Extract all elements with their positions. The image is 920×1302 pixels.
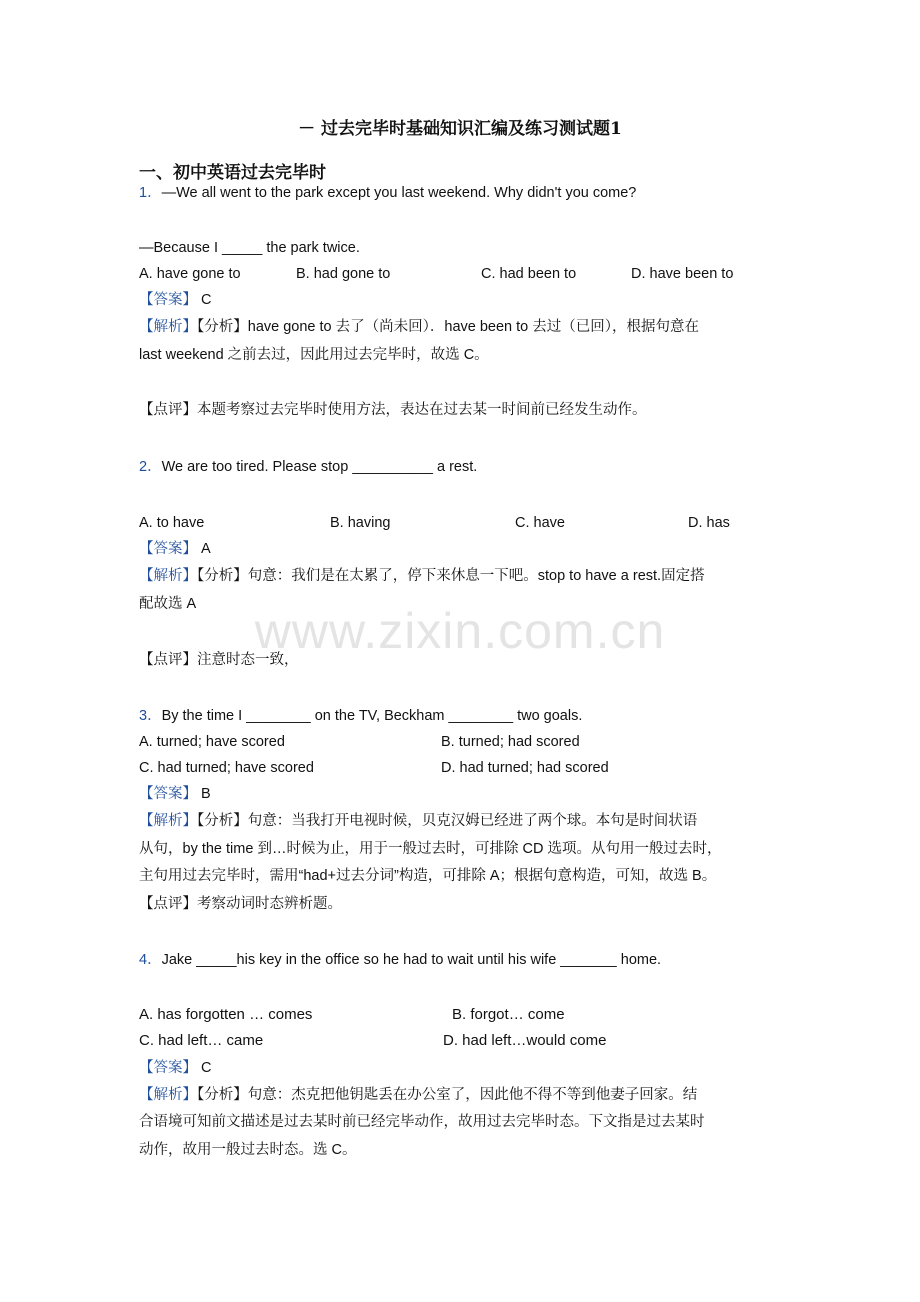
answer-label: 【答案】 — [139, 541, 197, 557]
option-b: B. forgot… come — [452, 1006, 565, 1023]
answer-label: 【答案】 — [139, 292, 197, 308]
question-number: 3． — [139, 708, 162, 724]
answer-line — [139, 539, 211, 559]
comment-line: 【点评】注意时态一致， — [139, 652, 299, 668]
analysis-line: 动作，故用一般过去时态。选 C。 — [139, 1142, 357, 1158]
analysis-text: 【分析】句意：当我打开电视时候，贝克汉姆已经进了两个球。本句是时间状语 — [197, 813, 698, 829]
analysis-label: 【解析】 — [139, 319, 197, 335]
analysis-line — [139, 317, 699, 337]
answer-line — [139, 784, 211, 804]
option-d: D. had left…would come — [443, 1032, 607, 1049]
page-title: － 过去完毕时基础知识汇编及练习测试题1 — [298, 119, 622, 139]
analysis-line: 合语境可知前文描述是过去某时前已经完毕动作，故用过去完毕时态。下文指是过去某时 — [139, 1114, 705, 1130]
analysis-label: 【解析】 — [139, 1087, 197, 1103]
option-c: C. had been to — [481, 266, 577, 282]
answer-value: B — [201, 786, 211, 802]
option-d: D. had turned; had scored — [441, 760, 609, 776]
option-a: A. to have — [139, 515, 205, 531]
option-a: A. turned; have scored — [139, 734, 285, 750]
question-text: By the time I ________ on the TV, Beckham ________ two goals. — [161, 708, 583, 724]
analysis-line — [139, 811, 697, 831]
option-c: C. had left… came — [139, 1032, 264, 1049]
question-text: We are too tired. Please stop __________ a rest. — [161, 459, 478, 475]
answer-line — [139, 290, 212, 310]
analysis-text: 【分析】have gone to 去了（尚未回）．have been to 去过（已回），根据句意在 — [197, 319, 700, 335]
question-text: Jake _____his key in the office so he had to wait until his wife _______ home. — [161, 952, 662, 968]
analysis-line — [139, 566, 705, 586]
option-c: C. have — [515, 515, 565, 531]
question-number: 1． — [139, 185, 162, 201]
analysis-line: 配故选 A — [139, 596, 197, 612]
answer-line — [139, 1058, 212, 1078]
analysis-label: 【解析】 — [139, 568, 197, 584]
question-2-stem — [139, 457, 477, 477]
analysis-text: 【分析】句意：我们是在太累了，停下来休息一下吧。stop to have a rest.固定搭 — [197, 568, 705, 584]
option-a: A. have gone to — [139, 266, 241, 282]
question-number: 2． — [139, 459, 162, 475]
analysis-line: 主句用过去完毕时，需用“had+过去分词”构造，可排除 A；根据句意构造，可知，故选 B。 — [139, 868, 717, 884]
question-4-stem — [139, 950, 661, 970]
question-number: 4． — [139, 952, 162, 968]
answer-value: A — [201, 541, 211, 557]
answer-value: C — [201, 1060, 212, 1076]
option-b: B. had gone to — [296, 266, 391, 282]
analysis-label: 【解析】 — [139, 813, 197, 829]
watermark: www.zixin.com.cn — [254, 603, 666, 659]
analysis-line: last weekend 之前去过，因此用过去完毕时，故选 C。 — [139, 347, 489, 363]
answer-value: C — [201, 292, 212, 308]
option-b: B. having — [330, 515, 391, 531]
option-b: B. turned; had scored — [441, 734, 580, 750]
comment-line: 【点评】本题考察过去完毕时使用方法，表达在过去某一时间前已经发生动作。 — [139, 402, 647, 418]
answer-label: 【答案】 — [139, 1060, 197, 1076]
analysis-text: 【分析】句意：杰克把他钥匙丢在办公室了，因此他不得不等到他妻子回家。结 — [197, 1087, 698, 1103]
option-d: D. has — [688, 515, 730, 531]
section-heading: 一、初中英语过去完毕时 — [139, 163, 326, 183]
option-d: D. have been to — [631, 266, 734, 282]
analysis-line — [139, 1085, 697, 1105]
question-text: —We all went to the park except you last weekend. Why didn't you come? — [161, 185, 637, 201]
comment-line: 【点评】考察动词时态辨析题。 — [139, 896, 342, 912]
question-1-stem — [139, 183, 636, 203]
option-a: A. has forgotten … comes — [139, 1006, 313, 1023]
answer-label: 【答案】 — [139, 786, 197, 802]
question-1-stem2: —Because I _____ the park twice. — [139, 240, 360, 256]
option-c: C. had turned; have scored — [139, 760, 314, 776]
question-3-stem — [139, 706, 582, 726]
analysis-line: 从句，by the time 到…时候为止，用于一般过去时，可排除 CD 选项。从句用一般过去时， — [139, 841, 722, 857]
